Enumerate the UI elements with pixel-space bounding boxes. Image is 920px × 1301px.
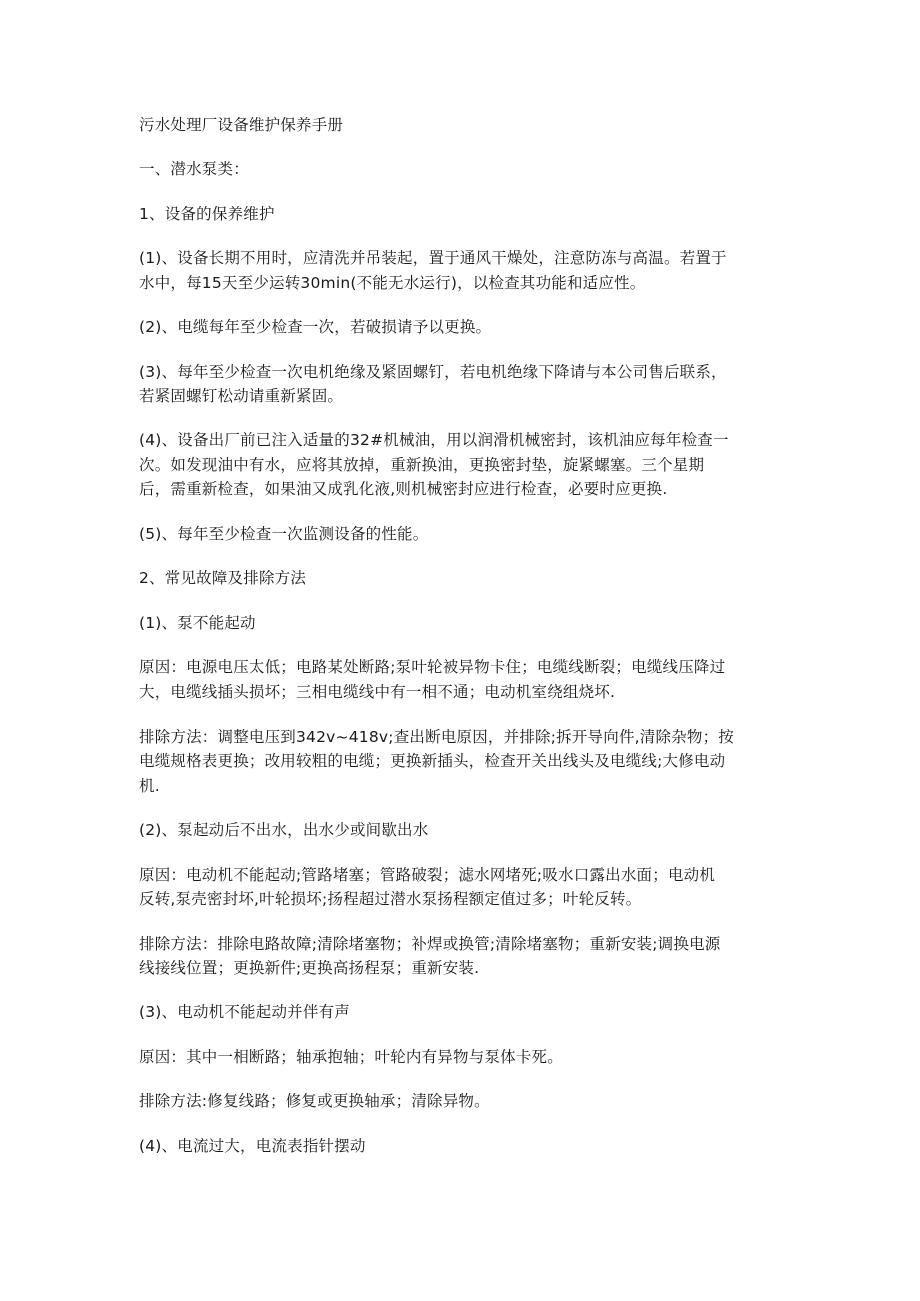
- section-heading: 一、潜水泵类：: [139, 160, 249, 178]
- paragraph-line: 排除方法:修复线路；修复或更换轴承；清除异物。: [139, 1092, 490, 1110]
- paragraph-line: 原因：电源电压太低；电路某处断路;泵叶轮被异物卡住；电缆线断裂；电缆线压降过: [139, 658, 726, 676]
- subsection-heading: 2、常见故障及排除方法: [139, 569, 307, 587]
- paragraph-line: 后，需重新检查，如果油又成乳化液,则机械密封应进行检查，必要时应更换.: [139, 480, 668, 498]
- fault-heading: (1)、泵不能起动: [139, 614, 256, 632]
- paragraph-line: 大，电缆线插头损坏；三相电缆线中有一相不通；电动机室绕组烧坏.: [139, 683, 616, 701]
- paragraph-line: 线接线位置；更换新件;更换高扬程泵；重新安装.: [139, 959, 480, 977]
- paragraph-line: 次。如发现油中有水，应将其放掉，重新换油，更换密封垫，旋紧螺塞。三个星期: [139, 456, 705, 474]
- paragraph-line: 排除方法：排除电路故障;清除堵塞物；补焊或换管;清除堵塞物；重新安装;调换电源: [139, 935, 721, 953]
- paragraph-line: (1)、设备长期不用时，应清洗并吊装起，置于通风干燥处，注意防冻与高温。若置于: [139, 249, 727, 267]
- paragraph-line: 原因：其中一相断路；轴承抱轴；叶轮内有异物与泵体卡死。: [139, 1048, 563, 1066]
- paragraph-line: 电缆规格表更换；改用较粗的电缆；更换新插头，检查开关出线头及电缆线;大修电动: [139, 752, 726, 770]
- paragraph-line: (4)、设备出厂前已注入适量的32#机械油，用以润滑机械密封，该机油应每年检查一: [139, 431, 729, 449]
- document-title: 污水处理厂设备维护保养手册: [139, 116, 344, 134]
- paragraph-line: (2)、电缆每年至少检查一次，若破损请予以更换。: [139, 318, 492, 336]
- paragraph-line: 若紧固螺钉松动请重新紧固。: [139, 387, 344, 405]
- subsection-heading: 1、设备的保养维护: [139, 205, 275, 223]
- fault-heading: (3)、电动机不能起动并伴有声: [139, 1003, 350, 1021]
- paragraph-line: 反转,泵壳密封坏,叶轮损坏;扬程超过潜水泵扬程额定值过多；叶轮反转。: [139, 890, 642, 908]
- paragraph-line: 水中，每15天至少运转30min(不能无水运行)，以检查其功能和适应性。: [139, 274, 646, 292]
- fault-heading: (2)、泵起动后不出水，出水少或间歇出水: [139, 821, 429, 839]
- paragraph-line: 机.: [139, 777, 160, 795]
- paragraph-line: 排除方法：调整电压到342v~418v;查出断电原因，并排除;拆开导向件,清除杂物；按: [139, 728, 734, 746]
- fault-heading: (4)、电流过大，电流表指针摆动: [139, 1137, 366, 1155]
- paragraph-line: 原因：电动机不能起动;管路堵塞；管路破裂；滤水网堵死;吸水口露出水面；电动机: [139, 866, 716, 884]
- paragraph-line: (3)、每年至少检查一次电机绝缘及紧固螺钉，若电机绝缘下降请与本公司售后联系，: [139, 363, 727, 381]
- paragraph-line: (5)、每年至少检查一次监测设备的性能。: [139, 525, 429, 543]
